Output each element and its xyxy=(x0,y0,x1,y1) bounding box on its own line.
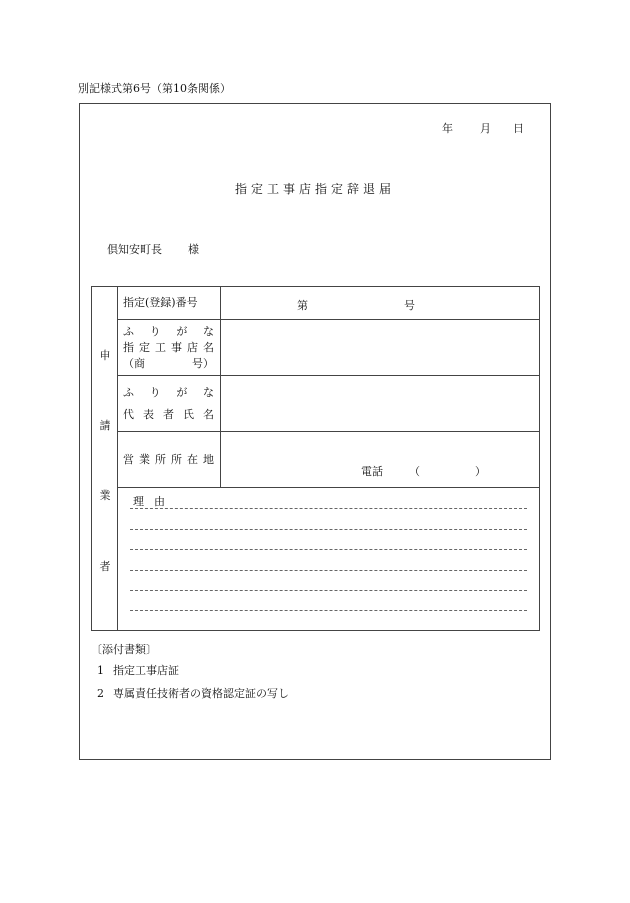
attachment-item: 2 専属責任技術者の資格認定証の写し xyxy=(97,687,289,700)
date-year: 年 xyxy=(442,122,453,135)
date-month: 月 xyxy=(480,122,491,135)
representative-furigana: ふ り が な xyxy=(123,385,214,399)
tel-parens: （ ） xyxy=(409,465,508,478)
reason-line xyxy=(130,508,527,509)
date-day: 日 xyxy=(513,122,524,135)
registration-label: 指定(登録)番号 xyxy=(118,287,221,320)
reason-line xyxy=(130,570,527,571)
applicant-column xyxy=(92,287,118,631)
addressee-name: 倶知安町長 xyxy=(107,243,162,256)
addressee-honorific: 様 xyxy=(188,243,199,256)
applicant-table xyxy=(91,286,540,631)
tel-label: 電話 xyxy=(361,465,383,478)
registration-go: 号 xyxy=(404,299,415,312)
applicant-char: 申 xyxy=(99,349,111,362)
form-title: 指定工事店指定辞退届 xyxy=(234,182,395,196)
addressee xyxy=(107,241,199,257)
reason-line xyxy=(130,610,527,611)
store-furigana: ふ り が な xyxy=(123,324,214,338)
representative-label xyxy=(118,376,221,432)
reason-line xyxy=(130,590,527,591)
representative-value[interactable] xyxy=(221,376,540,432)
store-name-value[interactable] xyxy=(221,320,540,376)
registration-value[interactable] xyxy=(221,287,540,320)
tel-field xyxy=(361,463,508,479)
store-trade-name: （商 号） xyxy=(123,356,214,370)
applicant-char: 者 xyxy=(99,560,111,573)
applicant-char: 業 xyxy=(99,489,111,502)
registration-dai: 第 xyxy=(297,299,308,312)
attachments-heading: 〔添付書類〕 xyxy=(91,643,157,656)
store-name-text: 指 定 工 事 店 名 xyxy=(123,340,214,354)
reason-line xyxy=(130,549,527,550)
office-label: 営 業 所 所 在 地 xyxy=(118,432,221,488)
reason-field[interactable] xyxy=(118,488,540,631)
reason-label: 理由 xyxy=(133,495,175,508)
representative-name-text: 代 表 者 氏 名 xyxy=(123,407,214,421)
form-number: 別記様式第6号（第10条関係） xyxy=(78,82,231,95)
applicant-char: 請 xyxy=(99,419,111,432)
attachment-item: 1 指定工事店証 xyxy=(97,664,179,677)
office-value[interactable] xyxy=(221,432,540,488)
reason-line xyxy=(130,529,527,530)
store-name-label xyxy=(118,320,221,376)
